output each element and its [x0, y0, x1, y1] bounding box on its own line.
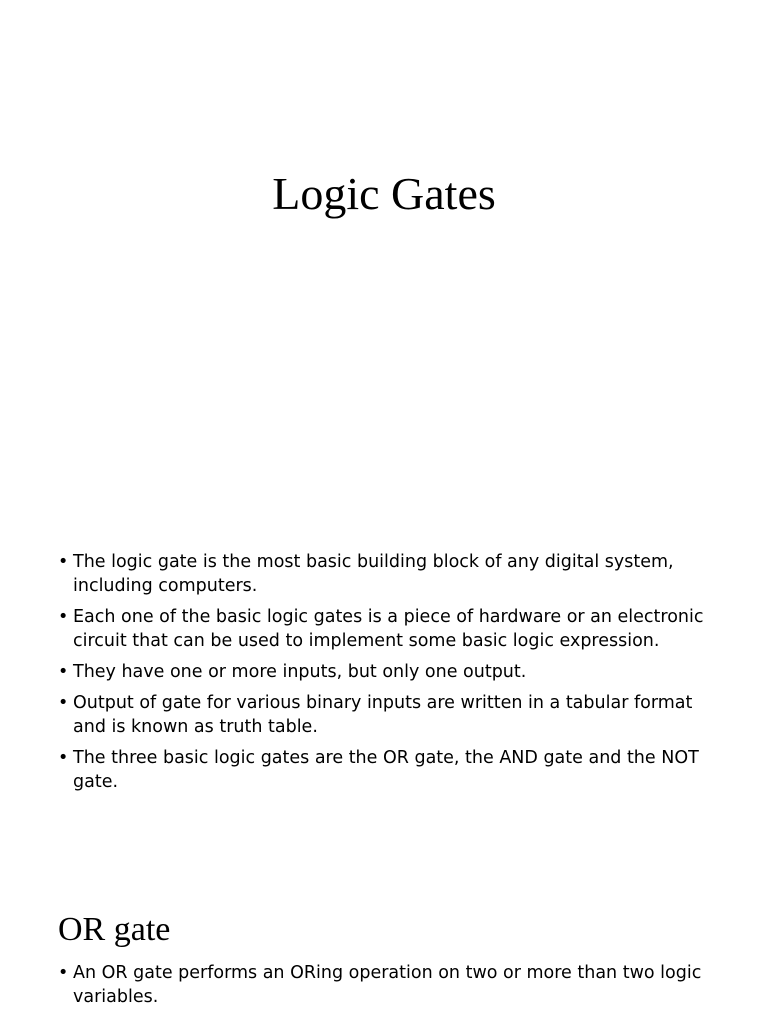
bullet-dot: •	[58, 662, 69, 682]
bullet-text: The three basic logic gates are the OR gate, the AND gate and the NOT gate.	[73, 748, 699, 792]
list-item	[58, 746, 718, 794]
bullet-text: An OR gate performs an ORing operation on two or more than two logic variables.	[73, 963, 702, 1007]
bullet-dot: •	[58, 552, 69, 572]
list-item	[58, 961, 718, 1009]
list-item	[58, 691, 718, 739]
section-heading: OR gate	[58, 911, 171, 948]
bullet-list-or-gate	[58, 961, 718, 1016]
list-item	[58, 605, 718, 653]
bullet-text: Output of gate for various binary inputs are written in a tabular format and is known as truth table.	[73, 693, 693, 737]
bullet-text: They have one or more inputs, but only one output.	[73, 662, 527, 682]
bullet-dot: •	[58, 748, 69, 768]
slide-title: Logic Gates	[272, 168, 496, 219]
bullet-dot: •	[58, 963, 69, 983]
bullet-dot: •	[58, 607, 69, 627]
list-item	[58, 660, 718, 684]
bullet-text: The logic gate is the most basic building block of any digital system, including computers.	[73, 552, 674, 596]
list-item	[58, 550, 718, 598]
bullet-dot: •	[58, 693, 69, 713]
bullet-text: Each one of the basic logic gates is a piece of hardware or an electronic circuit that can be used to implement some basic logic expression.	[73, 607, 704, 651]
bullet-list	[58, 550, 718, 801]
